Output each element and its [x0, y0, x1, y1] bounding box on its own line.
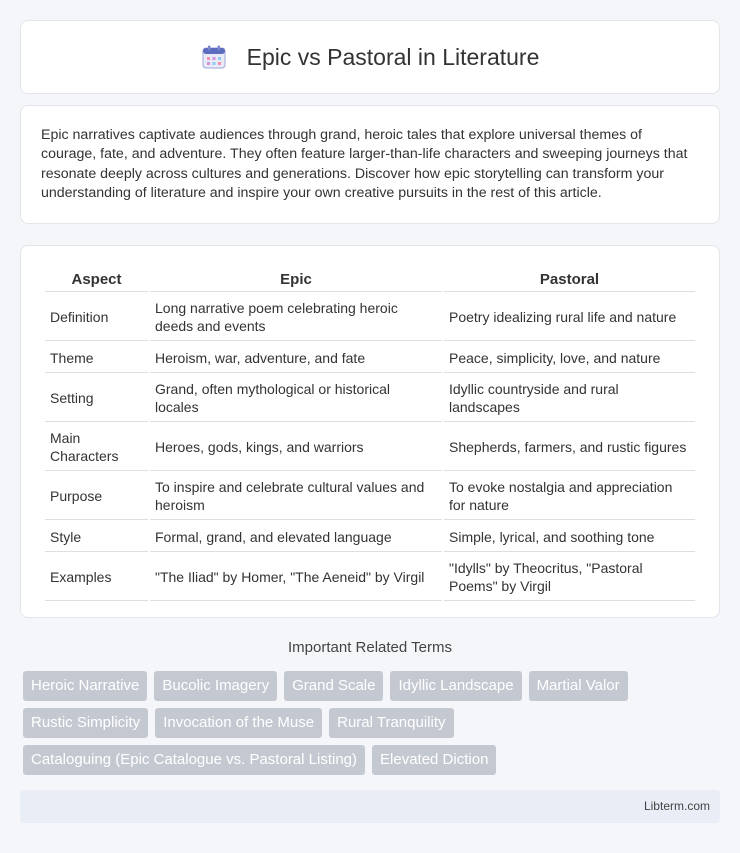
table-row: [45, 424, 695, 471]
table-cell: Examples: [45, 554, 148, 601]
table-cell: Idyllic countryside and rural landscapes: [444, 375, 695, 422]
column-header-pastoral: Pastoral: [444, 266, 695, 292]
tag-grand-scale[interactable]: Grand Scale: [284, 671, 383, 701]
table-cell: "The Iliad" by Homer, "The Aeneid" by Virgil: [150, 554, 442, 601]
tag-invocation-of-the-muse[interactable]: Invocation of the Muse: [155, 708, 322, 738]
table-cell: To inspire and celebrate cultural values and heroism: [150, 473, 442, 520]
table-cell: Style: [45, 522, 148, 552]
table-cell: Formal, grand, and elevated language: [150, 522, 442, 552]
table-cell: Theme: [45, 343, 148, 373]
tag-rustic-simplicity[interactable]: Rustic Simplicity: [23, 708, 148, 738]
tag-heroic-narrative[interactable]: Heroic Narrative: [23, 671, 147, 701]
column-header-aspect: Aspect: [45, 266, 148, 292]
page-title: Epic vs Pastoral in Literature: [246, 43, 540, 70]
table-cell: Poetry idealizing rural life and nature: [444, 294, 695, 341]
table-header-row: [45, 266, 695, 292]
tag-idyllic-landscape[interactable]: Idyllic Landscape: [390, 671, 521, 701]
table-row: [45, 473, 695, 520]
table-cell: Long narrative poem celebrating heroic deeds and events: [150, 294, 442, 341]
footer-bar: [20, 790, 720, 823]
column-header-epic: Epic: [150, 266, 442, 292]
table-cell: Peace, simplicity, love, and nature: [444, 343, 695, 373]
related-terms-title: Important Related Terms: [288, 639, 452, 656]
table-cell: Grand, often mythological or historical locales: [150, 375, 442, 422]
table-cell: Setting: [45, 375, 148, 422]
comparison-table: [43, 264, 697, 603]
table-row: [45, 554, 695, 601]
tag-cataloguing[interactable]: Cataloguing (Epic Catalogue vs. Pastoral Listing): [23, 745, 365, 775]
title-wrap: [201, 44, 540, 71]
table-row: [45, 522, 695, 552]
tag-martial-valor[interactable]: Martial Valor: [529, 671, 628, 701]
tag-bucolic-imagery[interactable]: Bucolic Imagery: [154, 671, 277, 701]
table-cell: Shepherds, farmers, and rustic figures: [444, 424, 695, 471]
table-cell: Heroes, gods, kings, and warriors: [150, 424, 442, 471]
comparison-table-card: [20, 245, 720, 618]
footer-site-link[interactable]: Libterm.com: [643, 799, 710, 813]
table-cell: Simple, lyrical, and soothing tone: [444, 522, 695, 552]
tag-elevated-diction[interactable]: Elevated Diction: [372, 745, 496, 775]
calendar-icon: [201, 44, 227, 70]
table-cell: Definition: [45, 294, 148, 341]
table-cell: Purpose: [45, 473, 148, 520]
intro-paragraph: Epic narratives captivate audiences through grand, heroic tales that explore universal themes of courage, fate, and adventure. They often feature larger-than-life characters and sweeping journeys that resonate deeply across cultures and generations. Discover how epic storytelling can transform your understanding of literature and inspire your own creative pursuits in the rest of this article.: [41, 127, 688, 202]
table-row: [45, 343, 695, 373]
table-cell: "Idylls" by Theocritus, "Pastoral Poems" by Virgil: [444, 554, 695, 601]
table-row: [45, 294, 695, 341]
header-card: [20, 20, 720, 94]
intro-card: [20, 105, 720, 224]
table-cell: Heroism, war, adventure, and fate: [150, 343, 442, 373]
table-row: [45, 375, 695, 422]
tag-rural-tranquility[interactable]: Rural Tranquility: [329, 708, 453, 738]
related-terms-tags: [23, 671, 723, 775]
table-cell: Main Characters: [45, 424, 148, 471]
table-cell: To evoke nostalgia and appreciation for nature: [444, 473, 695, 520]
